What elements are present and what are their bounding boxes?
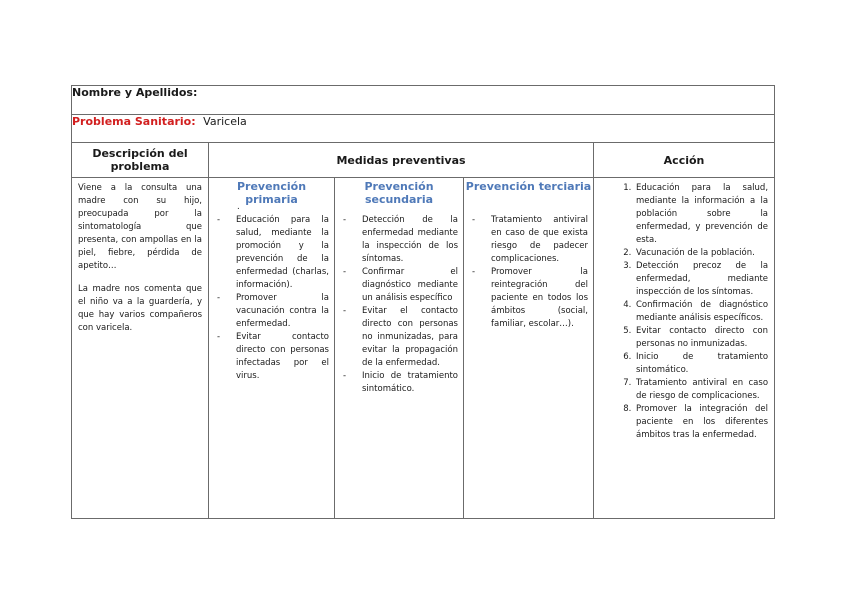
secondary-prevention-cell xyxy=(335,178,464,519)
description-header-cell xyxy=(72,143,209,178)
health-problem-table xyxy=(71,85,775,519)
secondary-prevention-title: Prevención secundaria xyxy=(364,180,434,206)
action-item: 4. Confirmación de diagnóstico mediante análisis específicos. xyxy=(634,299,768,325)
list-item: - Evitar contacto directo con personas infectadas por el virus. xyxy=(217,331,329,383)
action-header: Acción xyxy=(663,153,705,167)
list-item: - Confirmar el diagnóstico mediante un análisis específico xyxy=(343,266,458,305)
problem-value: Varicela xyxy=(203,115,247,128)
action-item: 2. Vacunación de la población. xyxy=(634,247,768,260)
list-item: - Tratamiento antiviral en caso de que exista riesgo de padecer complicaciones. xyxy=(472,214,588,266)
list-item: - Detección de la enfermedad mediante la inspección de los síntomas. xyxy=(343,214,458,266)
action-item: 5. Evitar contacto directo con personas no inmunizadas. xyxy=(634,325,768,351)
action-item: 6. Inicio de tratamiento sintomático. xyxy=(634,351,768,377)
list-item: - Inicio de tratamiento sintomático. xyxy=(343,370,458,396)
action-cell xyxy=(594,178,775,519)
action-header-cell xyxy=(594,143,775,178)
description-paragraph: Viene a la consulta una madre con su hijo, preocupada por la sintomatología que presenta, con ampollas en la piel, fiebre, pérdida de apetito… xyxy=(78,183,202,271)
measures-header-cell xyxy=(209,143,594,178)
problem-label: Problema Sanitario: xyxy=(72,115,196,128)
stray-dot: . xyxy=(237,202,240,212)
problem-row xyxy=(72,115,775,143)
tertiary-prevention-cell xyxy=(464,178,594,519)
primary-prevention-title: Prevención primaria xyxy=(236,180,307,206)
name-label: Nombre y Apellidos: xyxy=(72,86,198,99)
action-item: 7. Tratamiento antiviral en caso de riesgo de complicaciones. xyxy=(634,377,768,403)
name-row xyxy=(72,86,775,115)
action-item: 3. Detección precoz de la enfermedad, mediante inspección de los síntomas. xyxy=(634,260,768,299)
document-page xyxy=(71,85,774,519)
action-item: 8. Promover la integración del paciente en los diferentes ámbitos tras la enfermedad. xyxy=(634,403,768,442)
description-cell xyxy=(72,178,209,519)
description-header: Descripción del problema xyxy=(92,147,188,173)
primary-prevention-cell xyxy=(209,178,335,519)
tertiary-prevention-title: Prevención terciaria xyxy=(465,180,592,193)
list-item: - Promover la reintegración del paciente en todos los ámbitos (social, familiar, escolar…). xyxy=(472,266,588,331)
description-paragraph: La madre nos comenta que el niño va a la guardería, y que hay varios compañeros con varicela. xyxy=(78,284,202,333)
list-item: - Evitar el contacto directo con personas no inmunizadas, para evitar la propagación de la enfermedad. xyxy=(343,305,458,370)
list-item: - Promover la vacunación contra la enfermedad. xyxy=(217,292,329,331)
measures-header: Medidas preventivas xyxy=(336,153,466,167)
action-item: 1. Educación para la salud, mediante la información a la población sobre la enfermedad, y prevención de esta. xyxy=(634,182,768,247)
list-item: - Educación para la salud, mediante la promoción y la prevención de la enfermedad (charlas, información). xyxy=(217,214,329,292)
